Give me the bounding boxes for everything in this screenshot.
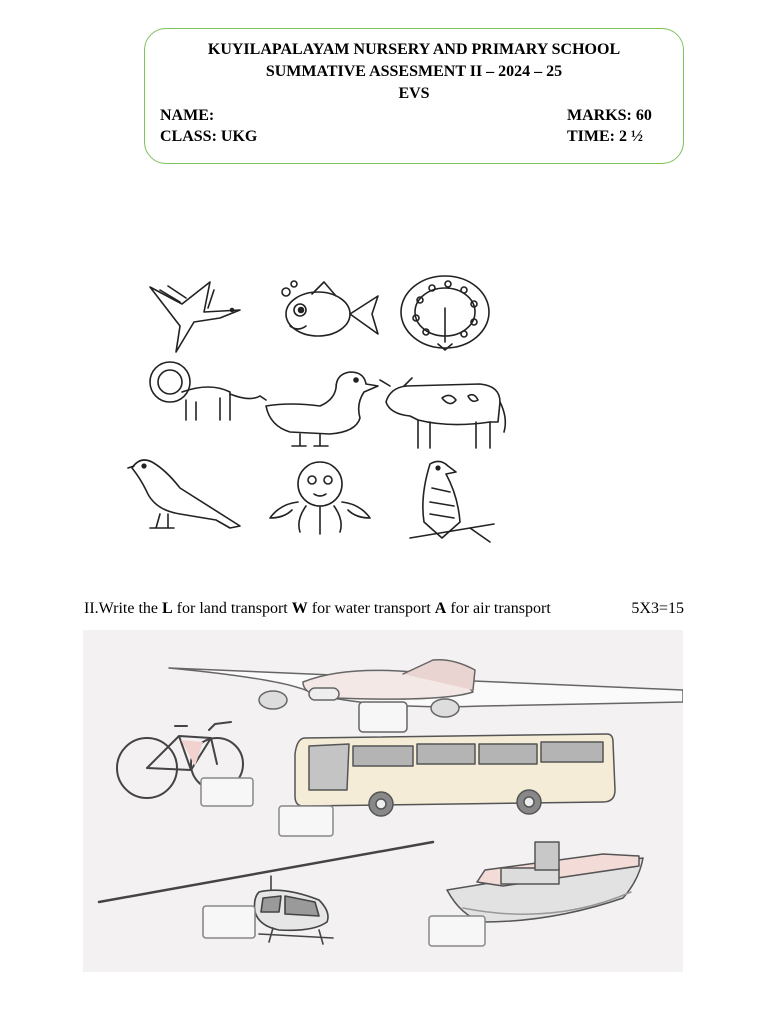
subject-title: EVS	[398, 85, 430, 102]
question-2-number: II	[84, 600, 95, 617]
bus-image	[279, 734, 615, 836]
helicopter-image	[99, 842, 433, 944]
question-2	[84, 600, 688, 618]
lion-image	[150, 362, 266, 420]
answer-box	[429, 916, 485, 946]
ship-image	[429, 842, 643, 946]
flying-bird-image	[150, 282, 240, 352]
duck-image	[266, 372, 378, 446]
header-box	[144, 28, 684, 164]
question-2-text-a: .Write the	[94, 600, 162, 617]
school-name: KUYILAPALAYAM NURSERY AND PRIMARY SCHOOL	[207, 41, 621, 58]
time-label: TIME: 2 ½	[567, 128, 643, 145]
fish-image	[282, 281, 378, 336]
octopus-image	[270, 462, 370, 534]
aeroplane-image	[169, 660, 683, 732]
bicycle-image	[117, 722, 253, 806]
transport-pictures	[83, 630, 683, 972]
name-label: NAME:	[160, 107, 215, 124]
eagle-image	[410, 461, 494, 542]
marks-label: MARKS: 60	[567, 107, 652, 124]
answer-box	[201, 778, 253, 806]
answer-box	[279, 806, 333, 836]
peacock-image	[401, 276, 489, 350]
sparrow-image	[128, 460, 240, 528]
cow-image	[380, 378, 505, 448]
water-letter: W	[291, 600, 308, 617]
class-label: CLASS: UKG	[160, 128, 258, 145]
answer-box	[203, 906, 255, 938]
question-2-marks: 5X3=15	[631, 600, 684, 617]
question-2-text-c: for water transport	[307, 600, 435, 617]
land-letter: L	[161, 600, 173, 617]
animal-pictures	[120, 252, 520, 552]
exam-title: SUMMATIVE ASSESMENT II – 2024 – 25	[265, 63, 563, 80]
air-letter: A	[434, 600, 447, 617]
question-2-text-d: for air transport	[446, 600, 551, 617]
question-2-text-b: for land transport	[172, 600, 292, 617]
answer-box	[359, 702, 407, 732]
